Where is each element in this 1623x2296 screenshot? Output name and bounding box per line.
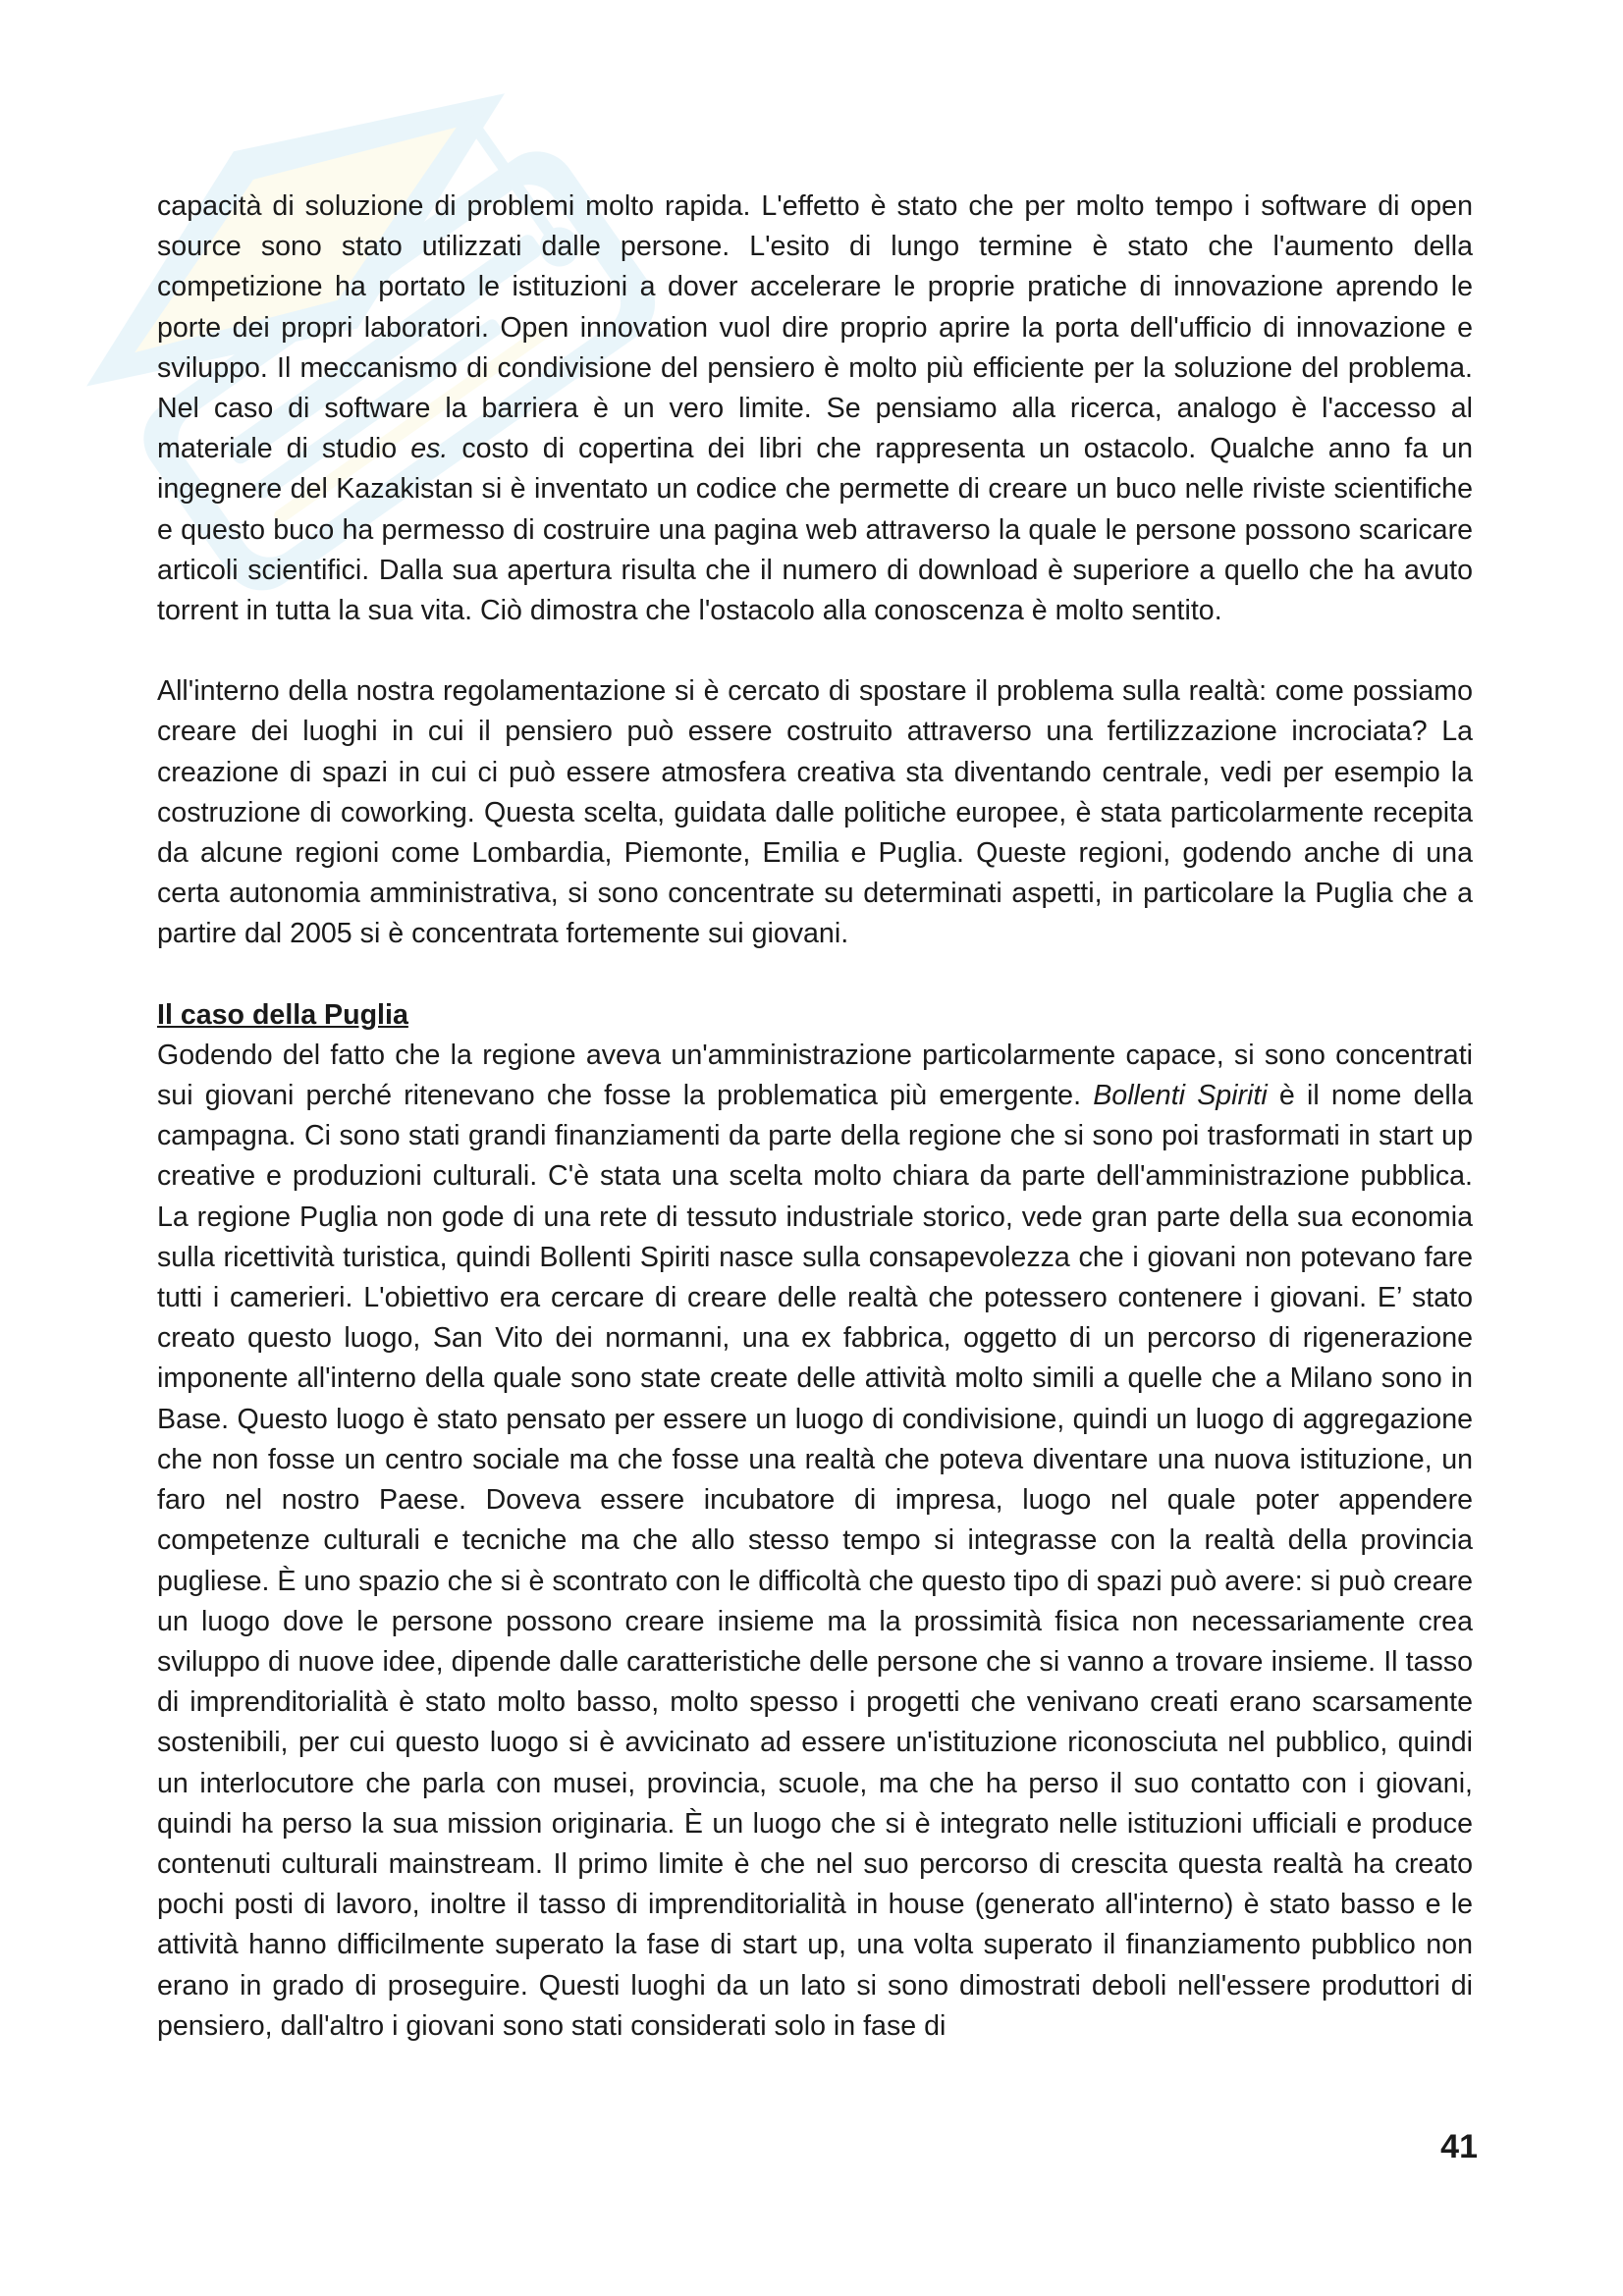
paragraph-1-text-start: capacità di soluzione di problemi molto rapida. L'effetto è stato che per molto tempo i software di open source sono stato utilizzati dalle persone. L'esito di lungo termine è stato che l'aumento della competizione ha portato le istituzioni a dover accelerare le proprie pratiche di innovazione aprendo le porte dei propri laboratori. Open innovation vuol dire proprio aprire la porta dell'ufficio di innovazione e sviluppo. Il meccanismo di condivisione del pensiero è molto più efficiente per la soluzione del problema. Nel caso di software la barriera è un vero limite. Se pensiamo alla ricerca, analogo è l'accesso al materiale di studio bbox=[157, 190, 1473, 465]
paragraph-open-innovation bbox=[157, 187, 1473, 631]
paragraph-1-italic: es. bbox=[410, 433, 449, 465]
paragraph-3-text-start: Godendo del fatto che la regione aveva un'amministrazione particolarmente capace, si sono concentrati sui giovani perché ritenevano che fosse la problematica più emergente. bbox=[157, 1039, 1473, 1112]
paragraph-regolamentazione: All'interno della nostra regolamentazione si è cercato di spostare il problema sulla realtà: come possiamo creare dei luoghi in cui il pensiero può essere costruito attraverso una fertilizzazione incrociata? La creazione di spazi in cui ci può essere atmosfera creativa sta diventando centrale, vedi per esempio la costruzione di coworking. Questa scelta, guidata dalle politiche europee, è stata particolarmente recepita da alcune regioni come Lombardia, Piemonte, Emilia e Puglia. Queste regioni, godendo anche di una certa autonomia amministrativa, si sono concentrate su determinati aspetti, in particolare la Puglia che a partire dal 2005 si è concentrata fortemente sui giovani. bbox=[157, 675, 1473, 950]
paragraph-puglia bbox=[157, 1036, 1473, 2047]
paragraph-1-text-end: costo di copertina dei libri che rappresenta un ostacolo. Qualche anno fa un ingegnere del Kazakistan si è inventato un codice che permette di creare un buco nelle riviste scientifiche e questo buco ha permesso di costruire una pagina web attraverso la quale le persone possono scaricare articoli scientifici. Dalla sua apertura risulta che il numero di download è superiore a quello che ha avuto torrent in tutta la sua vita. Ciò dimostra che l'ostacolo alla conoscenza è molto sentito. bbox=[157, 433, 1474, 627]
paragraph-3-italic: Bollenti Spiriti bbox=[1093, 1080, 1268, 1112]
section-heading: Il caso della Puglia bbox=[157, 998, 408, 1031]
page-number: 41 bbox=[1440, 2128, 1478, 2165]
document-body bbox=[157, 187, 1473, 2047]
paragraph-3-text-end: è il nome della campagna. Ci sono stati grandi finanziamenti da parte della regione che si sono poi trasformati in start up creative e produzioni culturali. C'è stata una scelta molto chiara da parte dell'amministrazione pubblica. La regione Puglia non gode di una rete di tessuto industriale storico, vede gran parte della sua economia sulla ricettività turistica, quindi Bollenti Spiriti nasce sulla consapevolezza che i giovani non potevano fare tutti i camerieri. L'obiettivo era cercare di creare delle realtà che potessero contenere i giovani. E’ stato creato questo luogo, San Vito dei normanni, una ex fabbrica, oggetto di un percorso di rigenerazione imponente all'interno della quale sono state create delle attività molto simili a quelle che a Milano sono in Base. Questo luogo è stato pensato per essere un luogo di condivisione, quindi un luogo di aggregazione che non fosse un centro sociale ma che fosse una realtà che poteva diventare una nuova istituzione, un faro nel nostro Paese. Doveva essere incubatore di impresa, luogo nel quale poter appendere competenze culturali e tecniche ma che allo stesso tempo si integrasse con la realtà della provincia pugliese. È uno spazio che si è scontrato con le difficoltà che questo tipo di spazi può avere: si può creare un luogo dove le persone possono creare insieme ma la prossimità fisica non necessariamente crea sviluppo di nuove idee, dipende dalle caratteristiche delle persone che si vanno a trovare insieme. Il tasso di imprenditorialità è stato molto basso, molto spesso i progetti che venivano creati erano scarsamente sostenibili, per cui questo luogo si è avvicinato ad essere un'istituzione riconosciuta nel pubblico, quindi un interlocutore che parla con musei, provincia, scuole, ma che ha perso il suo contatto con i giovani, quindi ha perso la sua mission originaria. È un luogo che si è integrato nelle istituzioni ufficiali e produce contenuti culturali mainstream. Il primo limite è che nel suo percorso di crescita questa realtà ha creato pochi posti di lavoro, inoltre il tasso di imprenditorialità in house (generato all'interno) è stato basso e le attività hanno difficilmente superato la fase di start up, una volta superato il finanziamento pubblico non erano in grado di proseguire. Questi luoghi da un lato si sono dimostrati deboli nell'essere produttori di pensiero, dall'altro i giovani sono stati considerati solo in fase di bbox=[157, 1080, 1473, 2042]
